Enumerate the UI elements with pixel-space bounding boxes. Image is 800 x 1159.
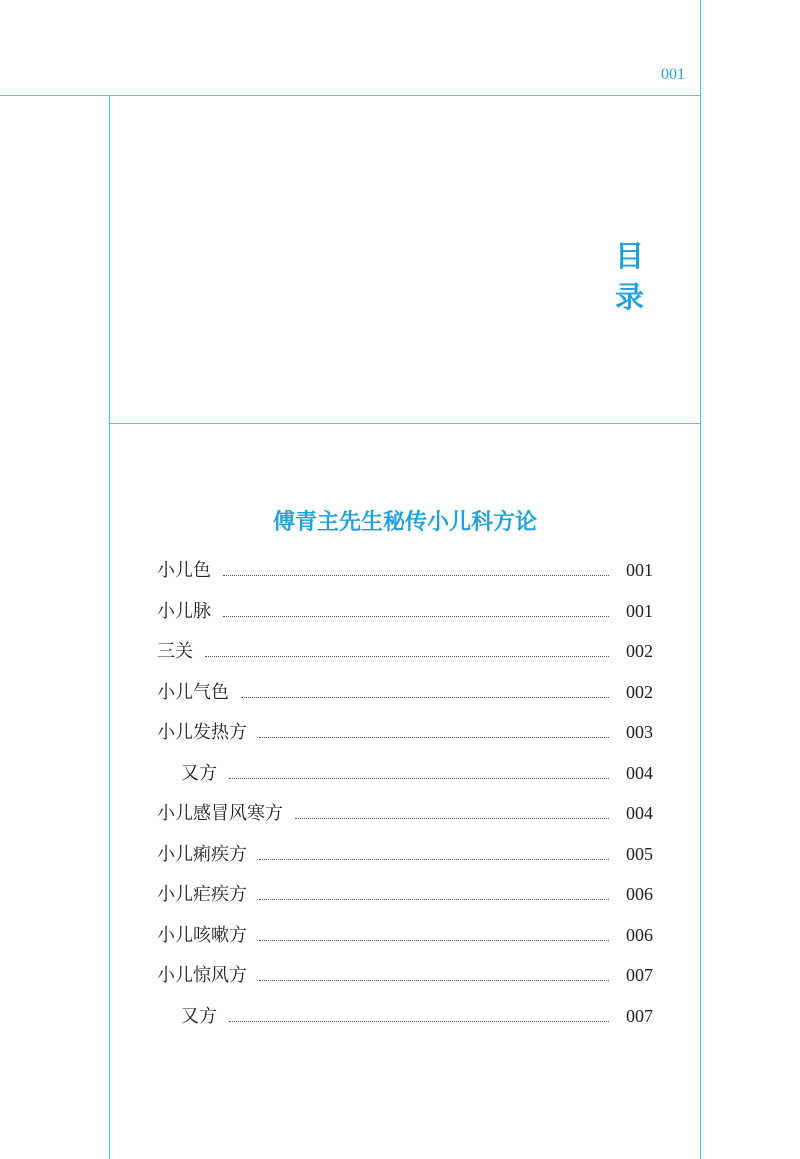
header-rule bbox=[0, 95, 701, 96]
toc-dot-leader bbox=[295, 818, 609, 819]
toc-entry[interactable] bbox=[157, 759, 653, 800]
toc-entry-page: 007 bbox=[626, 965, 653, 985]
toc-entry-page: 001 bbox=[626, 560, 653, 580]
toc-entry-page: 002 bbox=[626, 641, 653, 661]
toc-dot-leader bbox=[229, 1021, 609, 1022]
toc-entry[interactable] bbox=[157, 718, 653, 759]
section-title: 傅青主先生秘传小儿科方论 bbox=[272, 510, 537, 535]
toc-entry-page: 002 bbox=[626, 681, 653, 702]
toc-dot-leader bbox=[241, 697, 609, 698]
toc-dot-leader bbox=[259, 980, 609, 981]
toc-dot-leader bbox=[259, 899, 609, 900]
toc-dot-leader bbox=[259, 940, 609, 941]
toc-entry-label: 又方 bbox=[181, 762, 217, 784]
toc-entry[interactable] bbox=[157, 556, 653, 597]
page-number: 001 bbox=[661, 66, 685, 83]
toc-entry[interactable] bbox=[157, 597, 653, 638]
toc-entry-page: 004 bbox=[626, 803, 653, 823]
toc-entry[interactable] bbox=[157, 799, 653, 840]
toc-entry-label: 三关 bbox=[157, 641, 193, 662]
toc-entry-page: 003 bbox=[626, 722, 653, 742]
toc-entry-page: 001 bbox=[626, 600, 653, 621]
toc-entry-label: 小儿咳嗽方 bbox=[157, 924, 247, 946]
left-margin-rule bbox=[109, 95, 110, 1159]
toc-entry-label: 小儿发热方 bbox=[157, 722, 247, 743]
toc-entry-label: 小儿脉 bbox=[157, 600, 211, 622]
toc-entry[interactable] bbox=[157, 880, 653, 921]
toc-dot-leader bbox=[223, 575, 609, 576]
toc-list bbox=[157, 556, 653, 1042]
section-divider-rule bbox=[109, 423, 701, 424]
toc-entry-label: 小儿色 bbox=[157, 560, 211, 581]
toc-entry[interactable] bbox=[157, 678, 653, 719]
right-margin-rule bbox=[700, 0, 701, 1159]
toc-entry-label: 小儿痢疾方 bbox=[157, 843, 247, 865]
toc-entry[interactable] bbox=[157, 840, 653, 881]
toc-entry-label: 小儿疟疾方 bbox=[157, 884, 247, 905]
toc-heading: 目录 bbox=[614, 239, 674, 314]
toc-entry-label: 小儿气色 bbox=[157, 681, 229, 703]
toc-dot-leader bbox=[223, 616, 609, 617]
toc-entry[interactable] bbox=[157, 921, 653, 962]
toc-entry-label: 又方 bbox=[181, 1005, 217, 1027]
toc-dot-leader bbox=[259, 859, 609, 860]
toc-entry-page: 006 bbox=[626, 884, 653, 904]
toc-dot-leader bbox=[205, 656, 609, 657]
toc-entry-label: 小儿惊风方 bbox=[157, 965, 247, 986]
toc-entry[interactable] bbox=[157, 637, 653, 678]
toc-dot-leader bbox=[259, 737, 609, 738]
toc-entry-page: 005 bbox=[626, 843, 653, 864]
toc-entry-page: 004 bbox=[626, 762, 653, 783]
toc-entry[interactable] bbox=[157, 961, 653, 1002]
toc-dot-leader bbox=[229, 778, 609, 779]
toc-entry-label: 小儿感冒风寒方 bbox=[157, 803, 283, 824]
toc-entry[interactable] bbox=[157, 1002, 653, 1043]
toc-entry-page: 006 bbox=[626, 924, 653, 945]
toc-entry-page: 007 bbox=[626, 1005, 653, 1026]
